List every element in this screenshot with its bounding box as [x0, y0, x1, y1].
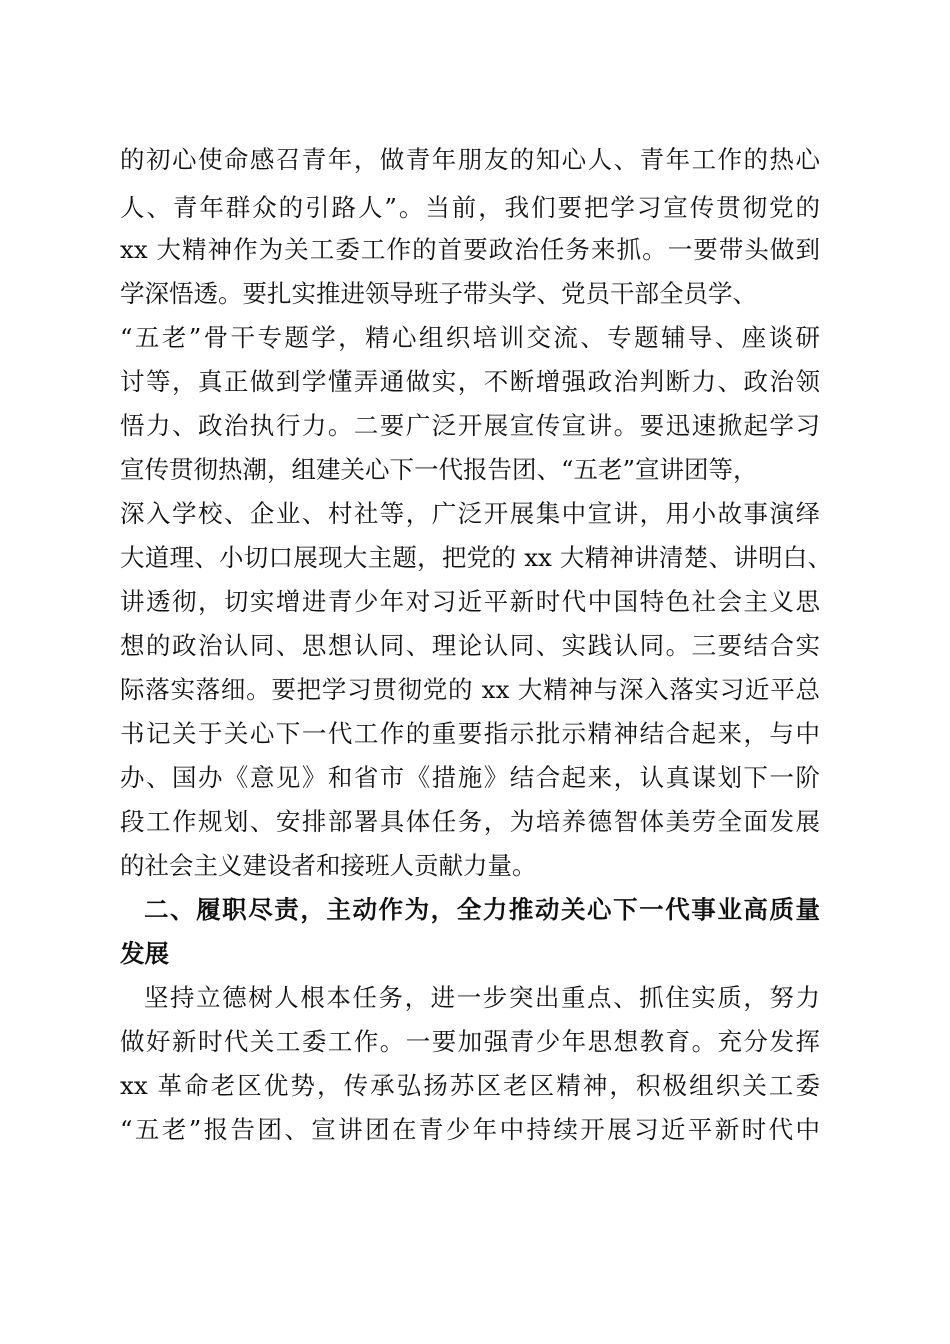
paragraph-line: 想的政治认同、思想认同、理论认同、实践认同。三要结合实: [120, 631, 820, 660]
paragraph-line: 坚持立德树人根本任务，进一步突出重点、抓住实质，努力: [144, 983, 820, 1012]
paragraph-line: 悟力、政治执行力。二要广泛开展宣传宣讲。要迅速掀起学习: [120, 411, 820, 440]
paragraph-line: 际落实落细。要把学习贯彻党的 xx 大精神与深入落实习近平总: [120, 675, 820, 704]
paragraph-line: 讲透彻，切实增进青少年对习近平新时代中国特色社会主义思: [120, 587, 820, 616]
paragraph-line: 学深悟透。要扎实推进领导班子带头学、党员干部全员学、: [120, 279, 757, 308]
paragraph-line: 段工作规划、安排部署具体任务，为培养德智体美劳全面发展: [120, 807, 820, 836]
paragraph-line: 讨等，真正做到学懂弄通做实，不断增强政治判断力、政治领: [120, 367, 820, 396]
paragraph-line: 做好新时代关工委工作。一要加强青少年思想教育。充分发挥: [120, 1027, 820, 1056]
paragraph-line: 大道理、小切口展现大主题，把党的 xx 大精神讲清楚、讲明白、: [120, 543, 832, 572]
paragraph-line: “五老”报告团、宣讲团在青少年中持续开展习近平新时代中: [120, 1115, 820, 1144]
paragraph-line: xx 革命老区优势，传承弘扬苏区老区精神，积极组织关工委: [120, 1071, 820, 1100]
paragraph-line: xx 大精神作为关工委工作的首要政治任务来抓。一要带头做到: [120, 235, 820, 264]
section-heading: 二、履职尽责，主动作为，全力推动关心下一代事业高质量: [144, 895, 820, 924]
paragraph-line: 的初心使命感召青年，做青年朋友的知心人、青年工作的热心: [120, 145, 820, 174]
paragraph-line: 深入学校、企业、村社等，广泛开展集中宣讲，用小故事演绎: [120, 499, 820, 528]
section-heading-continued: 发展: [120, 939, 169, 968]
paragraph-line: 办、国办《意见》和省市《措施》结合起来，认真谋划下一阶: [120, 763, 820, 792]
paragraph-line: “五老”骨干专题学，精心组织培训交流、专题辅导、座谈研: [120, 323, 820, 352]
paragraph-line: 书记关于关心下一代工作的重要指示批示精神结合起来，与中: [120, 719, 820, 748]
paragraph-line: 宣传贯彻热潮，组建关心下一代报告团、“五老”宣讲团等，: [120, 455, 758, 484]
paragraph-line: 的社会主义建设者和接班人贡献力量。: [120, 851, 537, 880]
paragraph-line: 人、青年群众的引路人”。当前，我们要把学习宣传贯彻党的: [120, 193, 820, 222]
